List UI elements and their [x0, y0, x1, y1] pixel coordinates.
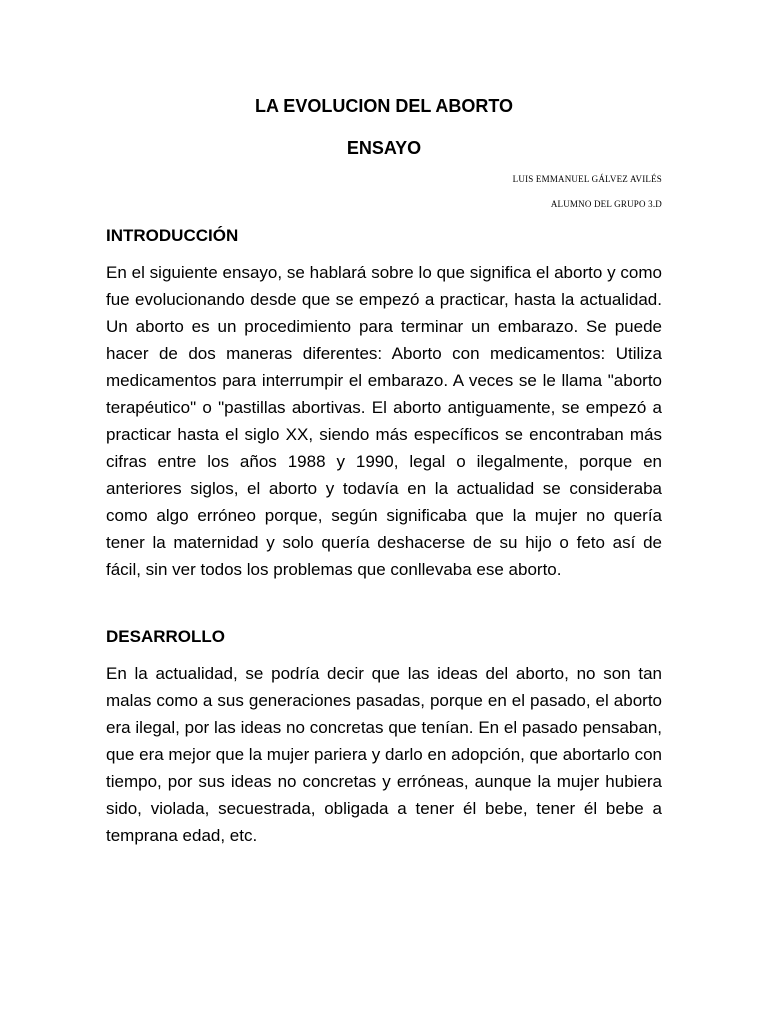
document-title: LA EVOLUCION DEL ABORTO — [254, 96, 513, 116]
section-body-introduccion: En el siguiente ensayo, se hablará sobre lo que significa el aborto y como fue evolucionando desde que se empezó a practicar, hasta la actualidad. Un aborto es un procedimiento para terminar un embarazo. Se puede hacer de dos maneras diferentes: Aborto con medicamentos: Utiliza medicamentos para interrumpir el embarazo. A veces se le llama "aborto terapéutico" o "pastillas abortivas. El aborto antiguamente, se empezó a practicar hasta el siglo XX, siendo más específicos se encontraban más cifras entre los años 1988 y 1990, legal o ilegalmente, porque en anteriores siglos, el aborto y todavía en la actualidad se consideraba como algo erróneo porque, según significaba que la mujer no quería tener la maternidad y solo quería deshacerse de su hijo o feto así de fácil, sin ver todos los problemas que conllevaba ese aborto. — [106, 263, 662, 579]
document-subtitle: ENSAYO — [346, 138, 422, 158]
section-heading-introduccion: INTRODUCCIÓN — [106, 226, 239, 245]
author-group: ALUMNO DEL GRUPO 3.D — [550, 199, 662, 209]
section-heading-desarrollo: DESARROLLO — [106, 627, 225, 646]
author-name: LUIS EMMANUEL GÁLVEZ AVILÉS — [512, 174, 662, 184]
section-body-desarrollo: En la actualidad, se podría decir que las ideas del aborto, no son tan malas como a sus generaciones pasadas, porque en el pasado, el aborto era ilegal, por las ideas no concretas que tenían. En el pasado pensaban, que era mejor que la mujer pariera y darlo en adopción, que abortarlo con tiempo, por sus ideas no concretas y erróneas, aunque la mujer hubiera sido, violada, secuestrada, obligada a tener él bebe, tener él bebe a temprana edad, etc. — [106, 664, 662, 845]
